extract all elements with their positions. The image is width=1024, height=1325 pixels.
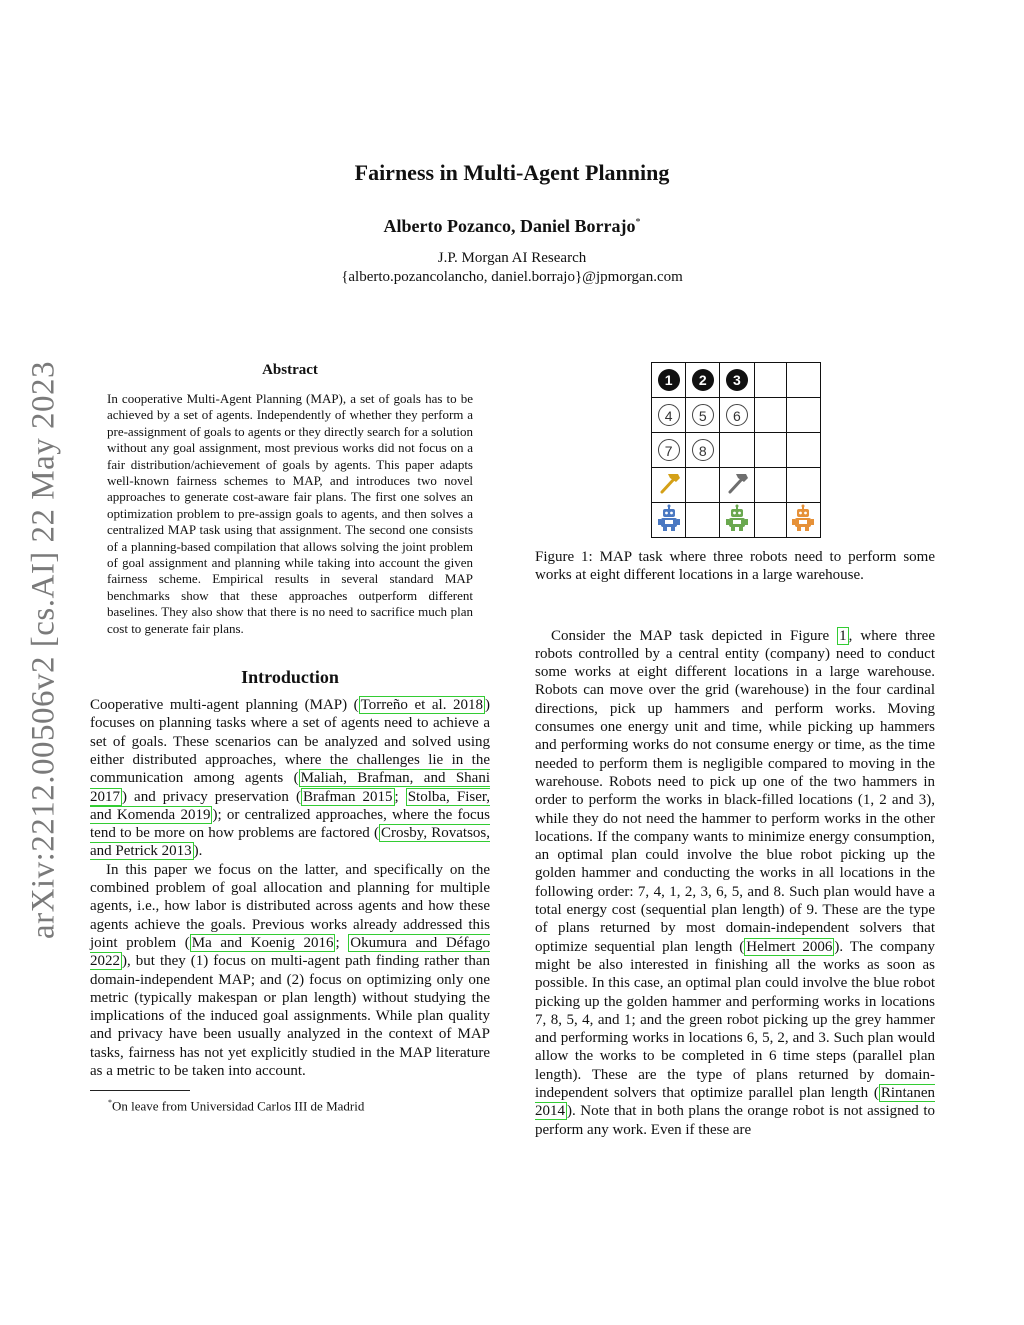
- orange-robot-icon: [790, 504, 816, 532]
- affiliation-block: [0, 249, 1024, 287]
- citation-link[interactable]: Rintanen 2014: [535, 1085, 935, 1120]
- grid-cell: [686, 433, 720, 468]
- figure-ref-link[interactable]: 1: [839, 627, 847, 644]
- grid-cell: [786, 363, 820, 398]
- text-run: Consider the MAP task depicted in Figure: [551, 627, 838, 644]
- grid-cell: [652, 363, 686, 398]
- grid-cell: [652, 398, 686, 433]
- warehouse-grid: [651, 362, 821, 538]
- citation-link[interactable]: Brafman 2015: [302, 788, 393, 805]
- citation-link[interactable]: Maliah, Brafman, and Shani 2017: [90, 770, 490, 805]
- text-run: ); or centralized approaches, where the focus tend to be more on how problems are factored (: [90, 806, 490, 842]
- author-names: Alberto Pozanco, Daniel Borrajo: [383, 216, 636, 236]
- golden-hammer-icon: [656, 470, 682, 496]
- text-run: ). Note that in both plans the orange robot is not assigned to perform any work. Even if these are: [535, 1103, 935, 1138]
- citation-link[interactable]: Stolba, Fiser, and Komenda 2019: [90, 788, 491, 823]
- footnote-text: On leave from Universidad Carlos III de Madrid: [112, 1098, 365, 1114]
- grid-cell: [786, 433, 820, 468]
- text-run: ;: [394, 788, 406, 805]
- introduction-heading: Introduction: [241, 667, 339, 688]
- grid-cell: [754, 363, 786, 398]
- figure-warehouse-grid: [651, 362, 821, 534]
- intro-paragraph-2: [90, 861, 490, 1081]
- figure-caption: Figure 1: MAP task where three robots need to perform some works at eight different locations in a large warehouse.: [535, 549, 935, 584]
- right-paragraph: [535, 627, 935, 1139]
- location-marker: 2: [692, 369, 714, 391]
- grid-cell: [786, 468, 820, 503]
- grid-cell: [720, 363, 754, 398]
- grid-cell: [720, 398, 754, 433]
- author-footnote-mark: *: [635, 217, 641, 228]
- text-run: ).: [193, 843, 203, 860]
- grid-cell: [754, 468, 786, 503]
- grid-cell: [754, 503, 786, 538]
- text-run: Cooperative multi-agent planning (MAP) (: [90, 697, 359, 714]
- text-run: ) and privacy preservation (: [122, 788, 301, 805]
- abstract-heading: Abstract: [262, 362, 318, 378]
- grid-cell: [754, 433, 786, 468]
- grid-cell: [686, 503, 720, 538]
- citation-link[interactable]: Helmert 2006: [746, 938, 833, 955]
- grid-cell: [652, 468, 686, 503]
- text-run: , where three robots controlled by a central entity (company) need to conduct some works at eight different locations in a large warehouse. Robots can move over the grid (warehouse) in the four cardinal directions, pick up hammers and perform works. Moving consumes one energy unit and time, while picking up hammers and performing works do not consume energy or time, as the time needed to perform them is negligible compared to moving in the warehouse. Robots need to pick up one of the two hammers in order to perform the works in black-filled locations (1, 2 and 3), while they do not need the hammer to perform works in the other locations. If the company wants to minimize energy consumption, an optimal plan could involve the blue robot picking up the golden hammer and conducting the works in all locations in the following order: 7, 4, 1, 2, 3, 6, 5, and 8. Such plan would have a total energy cost (sequential plan length) of 9. These are the type of plans returned by most domain-independent solvers that optimize sequential plan length (: [535, 627, 935, 955]
- citation-link[interactable]: Torreño et al. 2018: [360, 697, 483, 714]
- arxiv-identifier: [22, 350, 66, 950]
- grid-cell: [686, 398, 720, 433]
- right-column: [535, 362, 935, 1139]
- abstract-text: In cooperative Multi-Agent Planning (MAP), a set of goals has to be achieved by a set of agents. Independently of whether they perform a pre-assignment of goals to agents or they directly search for a solution without any goal assignment, most previous works did not focus on a fair distribution/achievement of goals by agents. This paper adapts well-known fairness schemes to MAP, and introduces two novel approaches to generate cost-aware fair plans. The first one solves an optimization problem to pre-assign goals to agents, and then solves a centralized MAP task using that assignment. The second one consists of a planning-based compilation that allows solving the joint problem of goal assignment and planning while taking into account the given fairness scheme. Empirical results in several standard MAP benchmarks show that these approaches outperform different baselines. They also show that there is no need to sacrifice much plan cost to generate fair plans.: [107, 391, 473, 636]
- location-marker: 3: [726, 369, 748, 391]
- footnote-rule: [90, 1090, 190, 1091]
- footnote: [90, 1095, 490, 1114]
- grey-hammer-icon: [724, 470, 750, 496]
- author-emails: {alberto.pozancolancho, daniel.borrajo}@jpmorgan.com: [341, 269, 683, 285]
- grid-cell: [786, 503, 820, 538]
- grid-cell: [686, 468, 720, 503]
- text-run: ). The company might be also interested in finishing all the works as soon as possible. In this case, an optimal plan could involve the blue robot picking up the golden hammer and performing works in locations 7, 8, 5, 4, and 1; and the green robot picking up the grey hammer and performing works in locations 6, 5, 2, and 3. Such plan would allow the works to be completed in 6 time steps (parallel plan length). These are the type of plans returned by domain-independent solvers that optimize parallel plan length (: [535, 938, 935, 1102]
- grid-cell: [754, 398, 786, 433]
- location-marker: 5: [692, 404, 714, 426]
- blue-robot-icon: [656, 504, 682, 532]
- left-column: [90, 362, 490, 1115]
- arxiv-id-text: arXiv:2212.00506v2 [cs.AI] 22 May 2023: [25, 360, 62, 940]
- green-robot-icon: [724, 504, 750, 532]
- citation-link[interactable]: Crosby, Rovatsos, and Petrick 2013: [90, 825, 490, 860]
- text-run: ) focuses on planning tasks where a set of agents need to achieve a set of goals. These scenarios can be analyzed and solved using either distributed approaches, where the challenges lie in the communication among agents (: [90, 697, 490, 787]
- location-marker: 6: [726, 404, 748, 426]
- intro-paragraph-1: [90, 696, 490, 861]
- paper-title: Fairness in Multi-Agent Planning: [354, 160, 670, 185]
- citation-link[interactable]: Ma and Koenig 2016: [191, 934, 334, 951]
- text-run: ), but they (1) focus on multi-agent path finding rather than domain-independent MAP; and (2) focus on optimizing only one metric (typically makespan or plan length) without studying the implications of the induced goal assignments. While plan quality and privacy have been usually analyzed in the context of MAP tasks, fairness has not yet explicitly studied in the MAP literature as a metric to be taken into account.: [90, 953, 490, 1080]
- location-marker: 7: [658, 439, 680, 461]
- affiliation: J.P. Morgan AI Research: [437, 250, 587, 266]
- grid-cell: [720, 433, 754, 468]
- text-run: In this paper we focus on the latter, and specifically on the combined problem of goal allocation and planning for multiple agents, i.e., how labor is distributed across agents and how these agents achieve the goals. Previous works already addressed this joint problem (: [90, 861, 490, 951]
- text-run: ;: [335, 934, 349, 951]
- location-marker: 1: [658, 369, 680, 391]
- location-marker: 4: [658, 404, 680, 426]
- location-marker: 8: [692, 439, 714, 461]
- footnote-mark: *: [108, 1098, 112, 1108]
- grid-cell: [786, 398, 820, 433]
- author-line: [0, 216, 1024, 237]
- grid-cell: [652, 433, 686, 468]
- citation-link[interactable]: Okumura and Défago 2022: [90, 934, 490, 970]
- grid-cell: [720, 503, 754, 538]
- grid-cell: [720, 468, 754, 503]
- grid-cell: [652, 503, 686, 538]
- grid-cell: [686, 363, 720, 398]
